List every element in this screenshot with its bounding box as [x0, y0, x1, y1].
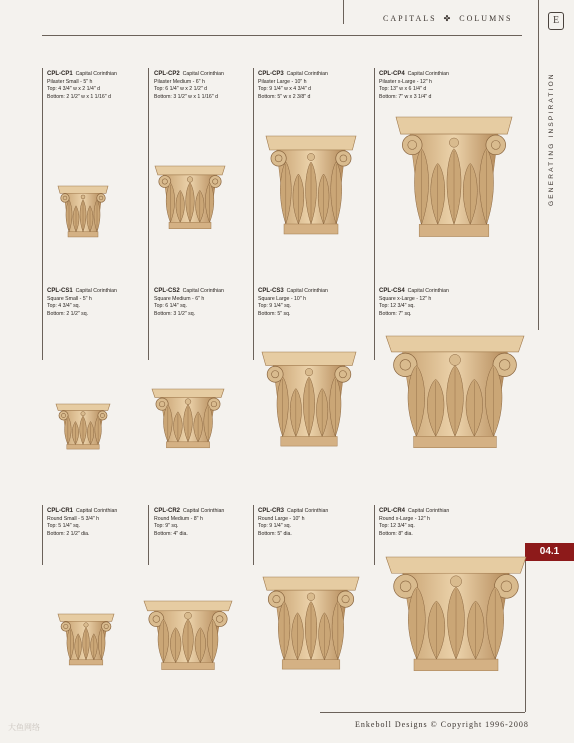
capital-image	[266, 136, 356, 234]
product-name: Capital Corinthian	[286, 71, 328, 77]
product-name: Capital Corinthian	[182, 288, 224, 294]
product-dimension: Bottom: 2 1/2" w x 1 1/16" d	[47, 93, 111, 100]
product-dimension: Round Large - 10" h	[258, 515, 305, 522]
product-code: CPL-CP3	[258, 71, 284, 77]
capital-image	[58, 614, 114, 665]
product-dimension: Round x-Large - 12" h	[379, 515, 430, 522]
product-code: CPL-CP4	[379, 71, 405, 77]
product-dimension: Bottom: 3 1/2" sq.	[154, 310, 196, 317]
product-code: CPL-CR3	[258, 508, 285, 514]
product-code: CPL-CR2	[154, 508, 181, 514]
capital-image	[58, 186, 108, 237]
product-code: CPL-CS1	[47, 288, 73, 294]
product-dimension: Bottom: 5" dia.	[258, 530, 292, 537]
section-title-right: COLUMNS	[459, 14, 513, 23]
product-dimension: Top: 6 1/4" sq.	[154, 303, 187, 310]
product-dimension: Top: 9" sq.	[154, 523, 179, 530]
brand-logo: E	[548, 12, 564, 30]
product-dimension: Pilaster Large - 10" h	[258, 78, 307, 85]
product-dimension: Top: 9 1/4" w x 4 3/4" d	[258, 86, 311, 93]
product-dimension: Bottom: 5" sq.	[258, 310, 291, 317]
product-dimension: Bottom: 5" w x 2 3/8" d	[258, 93, 311, 100]
product-code: CPL-CR1	[47, 508, 74, 514]
product-code: CPL-CR4	[379, 508, 406, 514]
capital-image	[396, 117, 512, 237]
product-name: Capital Corinthian	[75, 288, 117, 294]
capital-image	[386, 336, 524, 448]
product-dimension: Bottom: 7" w x 3 1/4" d	[379, 93, 432, 100]
product-name: Capital Corinthian	[75, 71, 117, 77]
product-dimension: Round Medium - 8" h	[154, 515, 203, 522]
product-dimension: Bottom: 8" dia.	[379, 530, 413, 537]
product-dimension: Square Medium - 6" h	[154, 295, 205, 302]
ornament-icon: ✤	[443, 14, 453, 23]
product-dimension: Bottom: 3 1/2" w x 1 1/16" d	[154, 93, 218, 100]
capital-image	[56, 404, 110, 449]
product-name: Capital Corinthian	[407, 71, 449, 77]
capital-image	[155, 166, 225, 229]
capital-image	[386, 557, 526, 671]
product-code: CPL-CS3	[258, 288, 284, 294]
capital-image	[144, 601, 232, 670]
product-dimension: Bottom: 2 1/2" dia.	[47, 530, 90, 537]
product-dimension: Top: 5 1/4" sq.	[47, 523, 80, 530]
capital-image	[263, 577, 359, 669]
product-dimension: Pilaster Small - 5" h	[47, 78, 93, 85]
product-name: Capital Corinthian	[287, 508, 329, 514]
product-dimension: Square Large - 10" h	[258, 295, 306, 302]
product-dimension: Top: 9 1/4" sq.	[258, 523, 291, 530]
product-dimension: Bottom: 2 1/2" sq.	[47, 310, 89, 317]
product-code: CPL-CS4	[379, 288, 405, 294]
product-code: CPL-CS2	[154, 288, 180, 294]
page-number-badge: 04.1	[525, 543, 574, 561]
product-name: Capital Corinthian	[408, 508, 450, 514]
product-name: Capital Corinthian	[183, 508, 225, 514]
section-title-left: CAPITALS	[383, 14, 437, 23]
product-code: CPL-CP1	[47, 71, 73, 77]
product-dimension: Top: 4 3/4" w x 2 1/4" d	[47, 86, 100, 93]
product-dimension: Top: 13" w x 6 1/4" d	[379, 86, 427, 93]
product-dimension: Square x-Large - 12" h	[379, 295, 432, 302]
side-tagline: GENERATING INSPIRATION	[548, 72, 555, 206]
product-code: CPL-CP2	[154, 71, 180, 77]
product-dimension: Top: 12 3/4" sq.	[379, 303, 415, 310]
copyright-footer: Enkeboll Designs © Copyright 1996-2008	[355, 720, 529, 729]
product-dimension: Bottom: 4" dia.	[154, 530, 188, 537]
product-dimension: Pilaster x-Large - 12" h	[379, 78, 432, 85]
product-name: Capital Corinthian	[76, 508, 118, 514]
product-name: Capital Corinthian	[407, 288, 449, 294]
product-dimension: Top: 6 1/4" w x 2 1/2" d	[154, 86, 207, 93]
product-dimension: Round Small - 5 3/4" h	[47, 515, 100, 522]
product-name: Capital Corinthian	[182, 71, 224, 77]
product-dimension: Pilaster Medium - 6" h	[154, 78, 205, 85]
watermark-text: 大鱼网络	[8, 723, 40, 732]
product-dimension: Top: 4 3/4" sq.	[47, 303, 80, 310]
product-dimension: Top: 12 3/4" sq.	[379, 523, 415, 530]
product-dimension: Square Small - 5" h	[47, 295, 92, 302]
product-name: Capital Corinthian	[286, 288, 328, 294]
capital-image	[152, 389, 224, 448]
capital-image	[262, 352, 356, 446]
product-dimension: Top: 9 1/4" sq.	[258, 303, 291, 310]
product-dimension: Bottom: 7" sq.	[379, 310, 412, 317]
